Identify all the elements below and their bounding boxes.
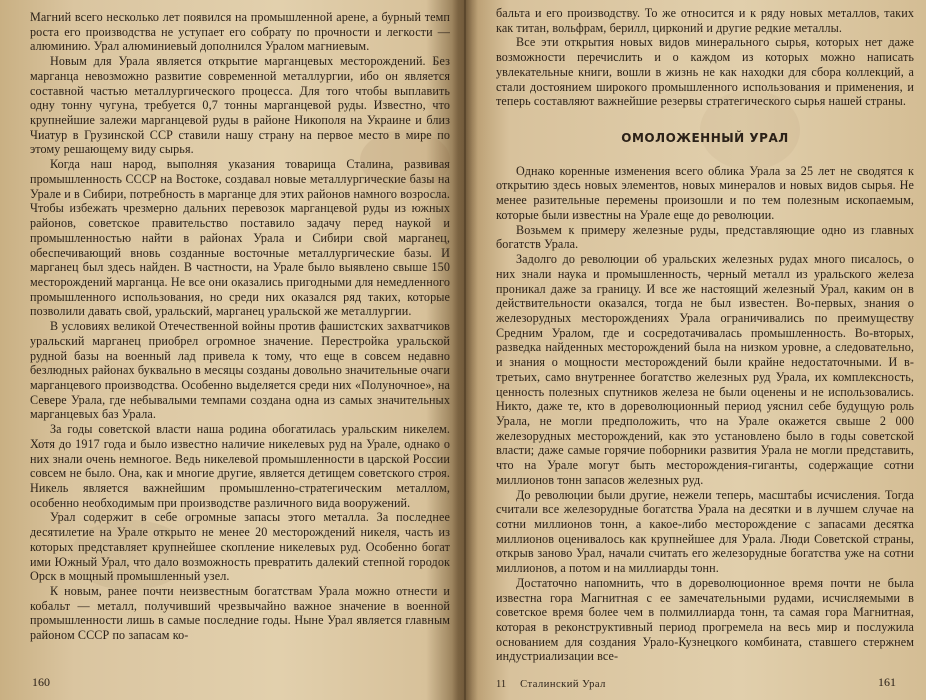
right-paragraph-3: Однако коренные изменения всего облика Урала за 25 лет не сводятся к открытию здесь новых элементов, новых минералов и новых видов сырья. Не менее разительные перемены произошли и по тем полезным ископаемым, которые были известны на Урале еще до революции. [496, 163, 914, 222]
right-paragraph-7: Достаточно напомнить, что в дореволюционное время почти не была известна гора Магнитная с ее замечательными рудами, исчисляемыми в советское время более чем в полмиллиарда тонн, та самая гора Магнитная, которая в реконструктивный период прогремела на весь мир и послужила основанием для создания Урало-Кузнецкого комбината, ставшего стержнем индустриализации все- [496, 575, 914, 664]
right-page-text [496, 6, 914, 664]
left-paragraph-6: Урал содержит в себе огромные запасы этого металла. За последнее десятилетие на Урале открыто не менее 20 месторождений никеля, часть из которых представляет крупнейшее скопление никелевых руд. Особенно богат ими Южный Урал, что дало возможность превратить далекий степной городок Орск в мощный промышленный узел. [30, 510, 450, 584]
left-paragraph-7: К новым, ранее почти неизвестным богатствам Урала можно отнести и кобальт — металл, получивший чрезвычайно важное значение в военной промышленности лишь в самые последние годы. Ныне Урал является главным районом СССР по запасам ко- [30, 584, 450, 643]
left-paragraph-5: За годы советской власти наша родина обогатилась уральским никелем. Хотя до 1917 года и было известно наличие никелевых руд на Урале, однако о них знали очень немногое. Ведь никелевой промышленности в царской России совсем не было. Она, как и многие другие, является детищем советского строя. Никель является важнейшим промышленно-стратегическим металлом, особенно необходимым при производстве различного вида вооружений. [30, 422, 450, 510]
signature-number: 11 [496, 679, 507, 690]
left-paragraph-2: Новым для Урала является открытие марганцевых месторождений. Без марганца невозможно развитие современной металлургии, ибо он является составной частью металлургического процесса. Для того чтобы выплавить одну тонну чугуна, требуется 0,7 тонны марганцевой руды. Известно, что крупнейшие залежи марганцевой руды в районе Никополя на Украине и близ Чиатур в Грузинской ССР ставили нашу страну на первое место в мире по этому решающему виду сырья. [30, 54, 450, 157]
right-page [468, 0, 926, 700]
left-paragraph-3: Когда наш народ, выполняя указания товарища Сталина, развивая промышленность СССР на Востоке, создавал новые металлургические базы на Урале и в Сибири, потребность в марганце для этих районов намного возросла. Чтобы избежать чрезмерно дальних перевозок марганцевой руды из южных районов, советское правительство поставило задачу перед наукой и промышленностью найти в районах Урала и Сибири свой марганец, обеспечивающий вновь созданные восточные металлургические базы. И марганец был здесь найден. В частности, на Урале было выявлено свыше 150 месторождений марганца. Не все они оказались пригодными для немедленного промышленного использования, но среди них оказался ряд таких, которые позволили давать свой, уральский, марганец уральской же металлургии. [30, 157, 450, 319]
left-page-text [30, 10, 450, 643]
right-paragraph-1: бальта и его производству. То же относится и к ряду новых металлов, таких как титан, вольфрам, берилл, цирконий и другие редкие металлы. [496, 6, 914, 35]
right-paragraph-4: Возьмем к примеру железные руды, представляющие одно из главных богатств Урала. [496, 222, 914, 252]
right-paragraph-6: До революции были другие, нежели теперь, масштабы исчисления. Тогда считали все железорудные богатства Урала на десятки и в лучшем случае на сотни миллионов тонн, а какое-либо месторождение с запасами десятка миллионов оценивалось как крупнейшее для Урала. Люди Советской страны, открыв заново Урал, начали считать его железорудные богатства уже на сотни миллионов, а потом и на миллиарды тонн. [496, 487, 914, 576]
right-paragraph-2: Все эти открытия новых видов минерального сырья, которых нет даже возможности перечислить и о каждом из которых можно написать увлекательные книги, вошли в жизнь не как находки для сбора коллекций, а стали достоянием широкого промышленного использования и применения, и теперь составляют важнейшие резервы стратегического сырья нашей страны. [496, 35, 914, 109]
right-page-number: 161 [878, 675, 896, 689]
section-heading: ОМОЛОЖЕННЫЙ УРАЛ [621, 131, 789, 146]
signature-title: Сталинский Урал [520, 679, 606, 690]
left-paragraph-1: Магний всего несколько лет появился на промышленной арене, а бурный темп роста его производства не уступает его собрату по прочности и легкости — алюминию. Урал алюминиевый дополнился Уралом магниевым. [30, 10, 450, 54]
right-paragraph-5: Задолго до революции об уральских железных рудах много писалось, о них знали наука и промышленность, черный металл из уральского железа проникал даже за границу. И все же настоящий железный Урал, каким он в действительности оказался, тогда не был известен. Во-первых, знания о железорудных месторождениях Урала ограничивались по преимуществу Средним Уралом, где и сосредотачивалась промышленность. Во-вторых, разведка найденных месторождений была на низком уровне, а следовательно, и знания о мощности месторождений были крайне недостаточными. И в-третьих, само внутреннее богатство железных руд Урала, их комплексность, ценность полезных спутников железа не были оценены и не использовались. Никто, даже те, кто в дореволюционный период уяснил себе будущую роль Урала, не могли предположить, что на Урале окажется свыше 2 000 железорудных месторождений, как это установлено было в годы советской власти; даже самые горячие поборники развития Урала не могли представить, что на Урале могут быть месторождения-гиганты, содержащие сотни миллионов тонн запасов железных руд. [496, 252, 914, 487]
left-page [0, 0, 462, 700]
left-page-number: 160 [32, 675, 50, 689]
signature-mark [496, 679, 606, 690]
left-paragraph-4: В условиях великой Отечественной войны против фашистских захватчиков уральский марганец приобрел огромное значение. Перестройка уральской рудной базы на военный лад привела к тому, что еще в совсем недавно безлюдных районах буквально в месяцы созданы довольно значительные очаги марганцевого производства. Особенно выделяется среди них «Полуночное», на Севере Урала, где небывалыми темпами создана одна из самых значительных марганцевых баз Урала. [30, 319, 450, 422]
